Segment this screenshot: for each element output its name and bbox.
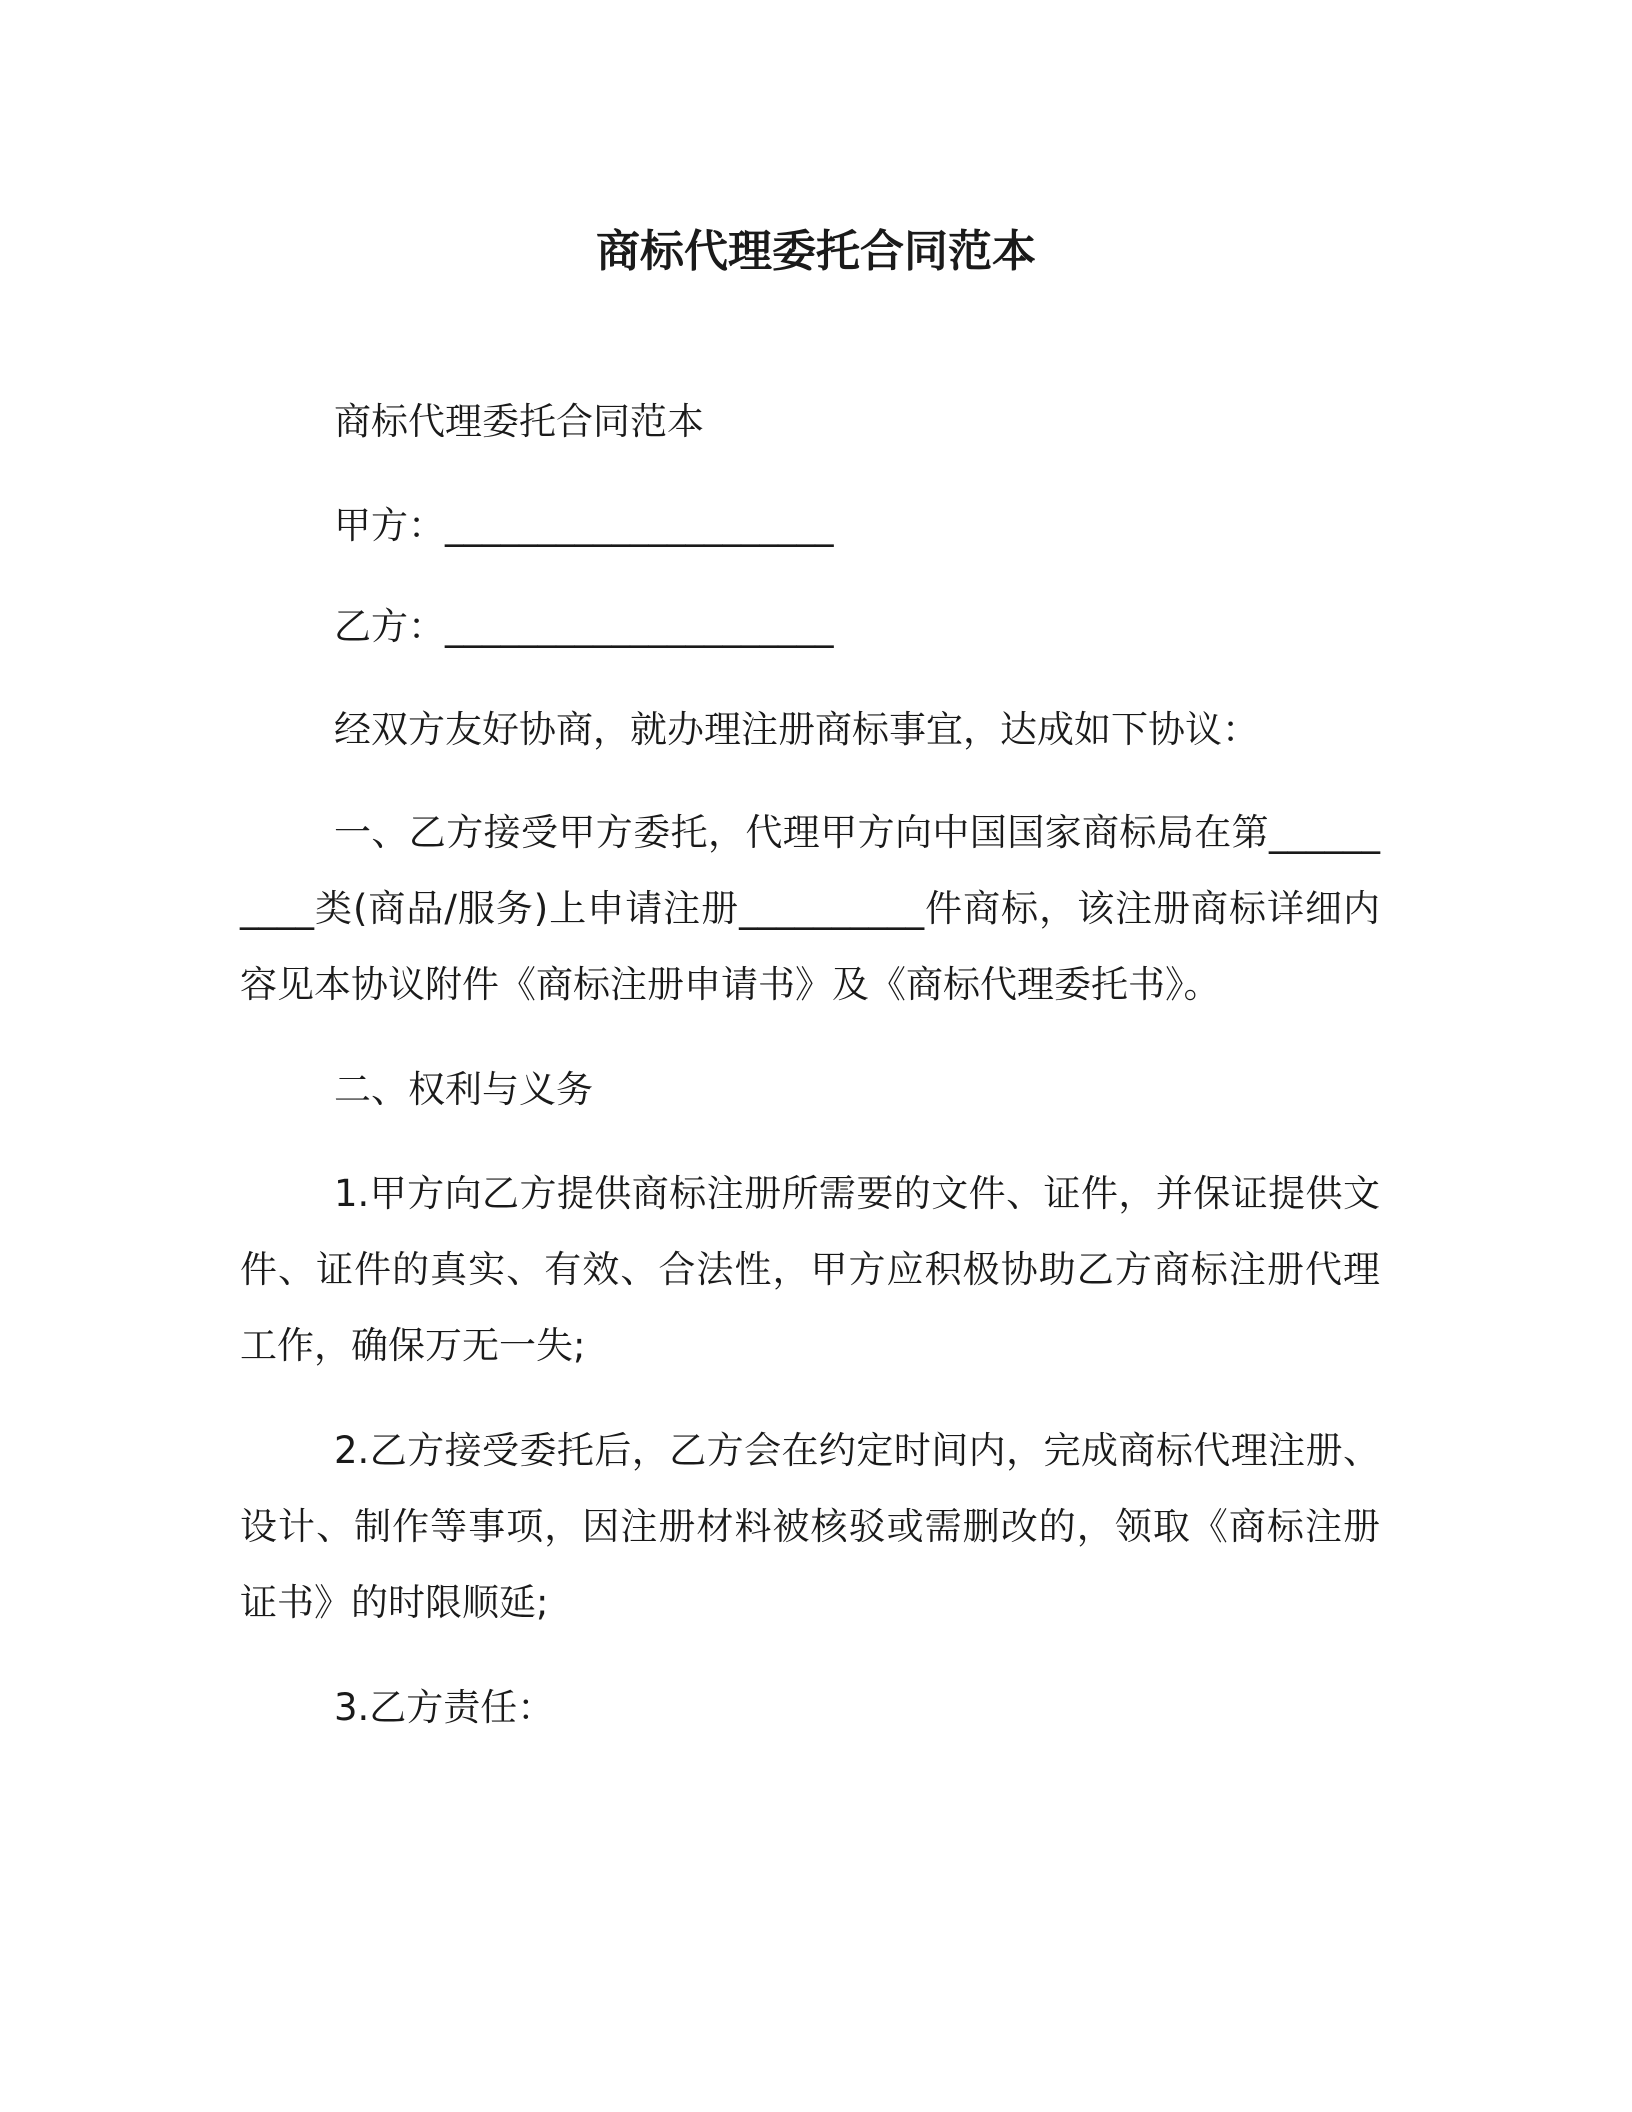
document-title: 商标代理委托合同范本 <box>596 226 1036 277</box>
party-a-line: 甲方：_____________________ <box>334 504 834 547</box>
party-b-line: 乙方：_____________________ <box>334 605 834 648</box>
clause-2-heading: 二、权利与义务 <box>334 1068 593 1111</box>
document-subtitle: 商标代理委托合同范本 <box>334 400 704 443</box>
clause-1-paragraph: 一、乙方接受甲方委托，代理甲方向中国国家商标局在第__________类(商品/服务)上申请注册__________件商标，该注册商标详细内容见本协议附件《商标注册申请书》及《商标代理委托书》。 <box>240 811 1380 1006</box>
preamble-paragraph: 经双方友好协商，就办理注册商标事宜，达成如下协议： <box>334 708 1259 751</box>
clause-2-item-1: 1.甲方向乙方提供商标注册所需要的文件、证件，并保证提供文件、证件的真实、有效、合法性，甲方应积极协助乙方商标注册代理工作，确保万无一失; <box>240 1172 1380 1367</box>
clause-2-item-3: 3.乙方责任： <box>334 1686 555 1729</box>
clause-2-item-2: 2.乙方接受委托后，乙方会在约定时间内，完成商标代理注册、设计、制作等事项，因注册材料被核驳或需删改的，领取《商标注册证书》的时限顺延; <box>240 1429 1380 1624</box>
